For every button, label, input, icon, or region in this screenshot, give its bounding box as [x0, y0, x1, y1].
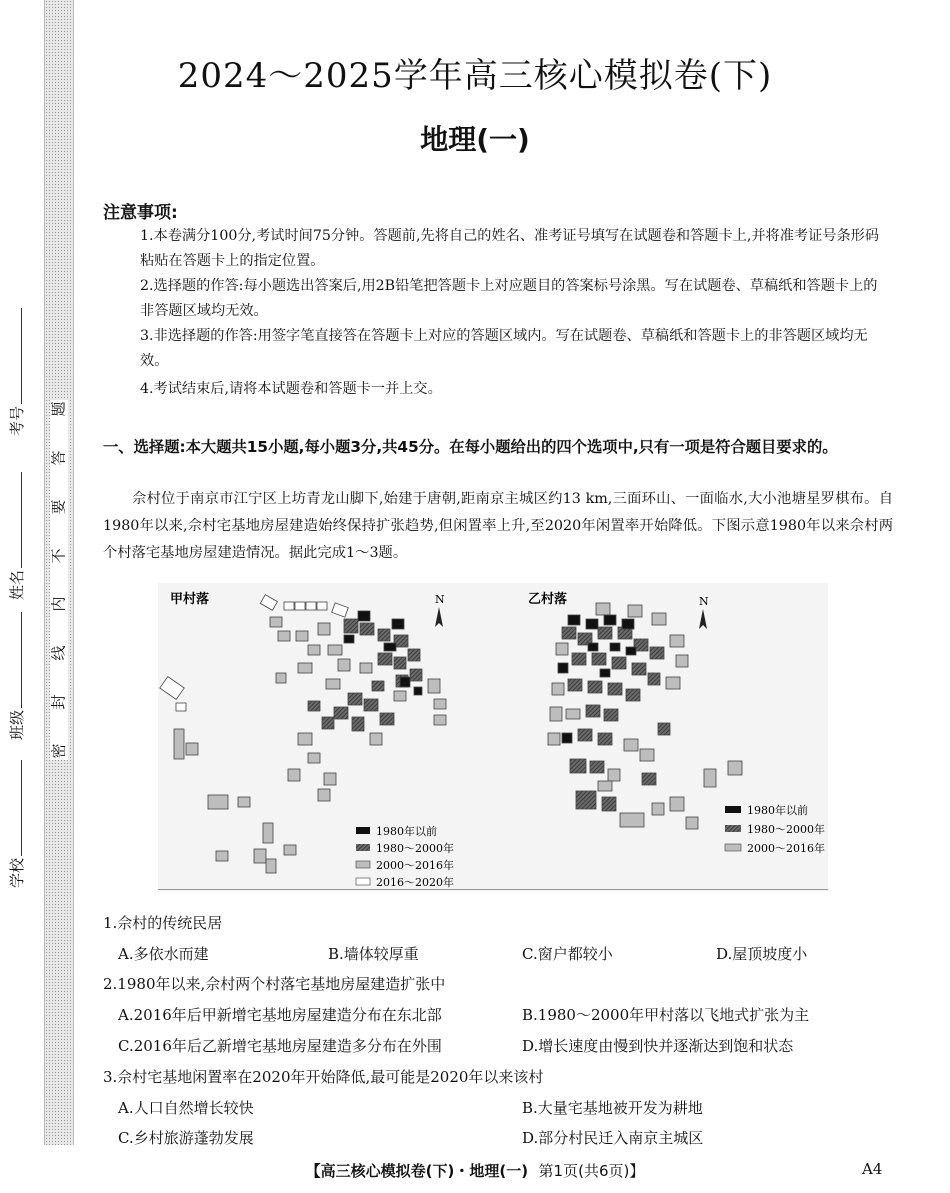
question-stem: 2.1980年以来,佘村两个村落宅基地房屋建造扩张中	[103, 975, 446, 993]
option-a[interactable]: A.多依水而建	[118, 945, 209, 963]
footer-title: 【高三核心模拟卷(下)・地理(一)	[305, 1162, 529, 1180]
binding-char: 封	[49, 694, 68, 710]
binding-char: 答	[49, 450, 68, 466]
svg-text:1980～2000年: 1980～2000年	[376, 842, 454, 855]
svg-text:N: N	[699, 595, 709, 608]
binding-char: 线	[49, 645, 68, 661]
option-d[interactable]: D.屋顶坡度小	[716, 945, 808, 963]
section-heading: 一、选择题:本大题共15小题,每小题3分,共45分。在每小题给出的四个选项中,只有一项是符合题目要求的。	[103, 438, 838, 456]
svg-text:2000～2016年: 2000～2016年	[376, 859, 454, 872]
binding-char: 密	[49, 743, 68, 759]
binding-char: 题	[49, 401, 68, 417]
notice-item: 3.非选择题的作答:用签字笔直接答在答题卡上对应的答题区域内。写在试题卷、草稿纸和答题卡上的非答题区域均无效。	[140, 328, 868, 369]
binding-char: 内	[49, 596, 68, 612]
svg-text:1980年以前: 1980年以前	[747, 804, 808, 817]
exam-title: 2024～2025学年高三核心模拟卷(下)	[177, 56, 773, 96]
village-map-figure	[158, 583, 828, 891]
notice-item: 2.选择题的作答:每小题选出答案后,用2B铅笔把答题卡上对应题目的答案标号涂黑。写在试题卷、草稿纸和答题卡上的非答题区域均无效。	[140, 278, 878, 319]
option-b[interactable]: B.1980～2000年甲村落以飞地式扩张为主	[522, 1006, 810, 1024]
school-field[interactable]: 学校	[6, 760, 27, 888]
option-c[interactable]: C.2016年后乙新增宅基地房屋建造多分布在外围	[118, 1037, 442, 1055]
page-footer	[0, 1160, 950, 1181]
option-b[interactable]: B.大量宅基地被开发为耕地	[522, 1099, 703, 1117]
panel-a-label: 甲村落	[170, 592, 210, 607]
option-c[interactable]: C.窗户都较小	[522, 945, 613, 963]
page-number: 第1页(共6页)】	[538, 1162, 645, 1180]
binding-char: 要	[49, 499, 68, 515]
name-field[interactable]: 姓名	[6, 472, 27, 600]
option-b[interactable]: B.墙体较厚重	[328, 945, 419, 963]
exam-number-field[interactable]: 考号	[6, 308, 27, 436]
option-d[interactable]: D.增长速度由慢到快并逐渐达到饱和状态	[522, 1037, 794, 1055]
exam-subtitle: 地理(一)	[420, 123, 530, 156]
question-stem: 3.佘村宅基地闲置率在2020年开始降低,最可能是2020年以来该村	[103, 1068, 544, 1086]
option-d[interactable]: D.部分村民迁入南京主城区	[522, 1129, 704, 1147]
option-a[interactable]: A.2016年后甲新增宅基地房屋建造分布在东北部	[118, 1006, 442, 1024]
paper-code: A4	[862, 1160, 883, 1178]
svg-text:2000～2016年: 2000～2016年	[747, 842, 825, 855]
question-stem: 1.佘村的传统民居	[103, 914, 223, 932]
option-a[interactable]: A.人口自然增长较快	[118, 1099, 254, 1117]
svg-text:1980年以前: 1980年以前	[376, 825, 437, 838]
svg-text:2016～2020年: 2016～2020年	[376, 876, 454, 889]
panel-b-label: 乙村落	[528, 592, 568, 607]
svg-text:1980～2000年: 1980～2000年	[747, 823, 825, 836]
notice-item: 4.考试结束后,请将本试题卷和答题卡一并上交。	[140, 381, 442, 397]
class-field[interactable]: 班级	[6, 612, 27, 740]
svg-text:N: N	[435, 593, 445, 606]
notice-heading: 注意事项:	[103, 203, 178, 223]
binding-note	[50, 400, 68, 760]
binding-char: 不	[49, 548, 68, 564]
passage: 佘村位于南京市江宁区上坊青龙山脚下,始建于唐朝,距南京主城区约13 km,三面环山、一面临水,大小池塘星罗棋布。自1980年以来,佘村宅基地房屋建造始终保持扩张趋势,但闲置率上升,至2020年闲置率开始降低。下图示意1980年以来佘村两个村落宅基地房屋建造情况。据此完成1～3题。	[103, 491, 893, 561]
figure-divider	[158, 889, 828, 890]
notice-item: 1.本卷满分100分,考试时间75分钟。答题前,先将自己的姓名、准考证号填写在试题卷和答题卡上,并将准考证号条形码粘贴在答题卡上的指定位置。	[140, 228, 880, 269]
option-c[interactable]: C.乡村旅游蓬勃发展	[118, 1129, 254, 1147]
